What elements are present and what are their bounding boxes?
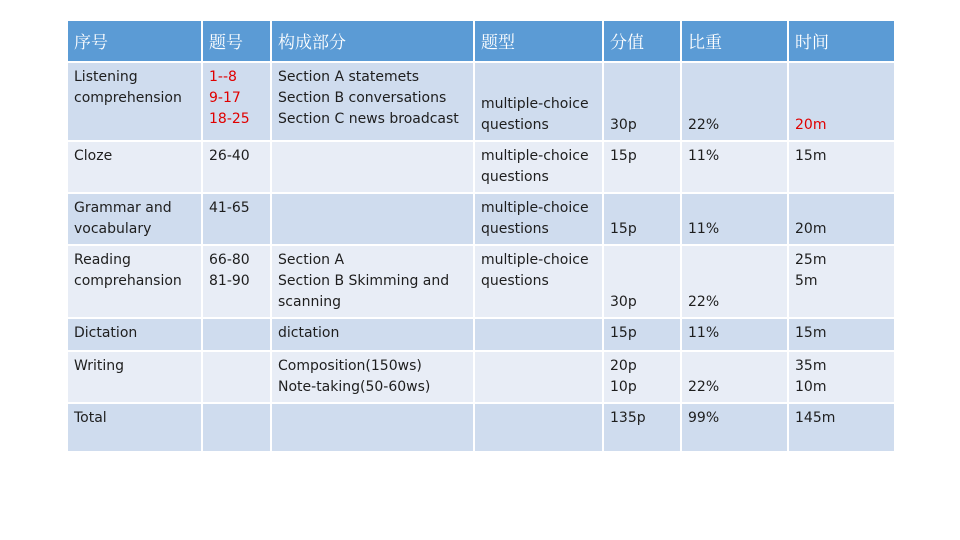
cell-line: 22%	[688, 117, 720, 133]
cell-line: 145m	[795, 410, 836, 426]
components-cell	[272, 246, 473, 317]
components-cell	[272, 194, 473, 244]
cell-line: 10m	[795, 379, 827, 395]
components-cell	[272, 63, 473, 140]
cell-line: multiple-choice	[481, 148, 589, 164]
cell-line: Section C news broadcast	[278, 111, 459, 127]
cell-line: 81-90	[209, 273, 250, 289]
score-cell	[604, 352, 680, 402]
cell-line: 30p	[610, 117, 637, 133]
score-cell	[604, 319, 680, 350]
table-row	[68, 404, 894, 451]
weight-cell	[682, 142, 787, 192]
question-type-cell	[475, 142, 602, 192]
cell-line: 99%	[688, 410, 720, 426]
question-numbers-cell	[203, 63, 270, 140]
table-row	[68, 319, 894, 350]
header-score: 分值	[604, 21, 680, 61]
table-row	[68, 194, 894, 244]
question-numbers-cell	[203, 142, 270, 192]
cell-line: 5m	[795, 273, 818, 289]
question-type-cell	[475, 63, 602, 140]
table-row	[68, 63, 894, 140]
section-name-cell: Cloze	[68, 142, 201, 192]
weight-cell	[682, 319, 787, 350]
cell-line: 66-80	[209, 252, 250, 268]
components-cell	[272, 404, 473, 451]
cell-line: 20m	[795, 117, 827, 133]
cell-line: 10p	[610, 379, 637, 395]
cell-line: questions	[481, 169, 549, 185]
table-row	[68, 246, 894, 317]
cell-line: 9-17	[209, 90, 241, 106]
time-cell	[789, 246, 894, 317]
weight-cell	[682, 246, 787, 317]
time-cell	[789, 142, 894, 192]
question-type-cell	[475, 352, 602, 402]
question-type-cell	[475, 404, 602, 451]
cell-line: Note-taking(50-60ws)	[278, 379, 431, 395]
cell-line: 25m	[795, 252, 827, 268]
score-cell	[604, 63, 680, 140]
cell-line: questions	[481, 221, 549, 237]
cell-line: multiple-choice	[481, 96, 589, 112]
exam-structure-table	[66, 19, 896, 453]
section-name-cell: Listening comprehension	[68, 63, 201, 140]
score-cell	[604, 194, 680, 244]
time-cell	[789, 63, 894, 140]
cell-line: scanning	[278, 294, 341, 310]
cell-line: 1--8	[209, 69, 237, 85]
weight-cell	[682, 194, 787, 244]
cell-line: Section A	[278, 252, 345, 268]
header-question-type: 题型	[475, 21, 602, 61]
cell-line: Section B conversations	[278, 90, 447, 106]
cell-line: Section A statemets	[278, 69, 419, 85]
cell-line: questions	[481, 273, 549, 289]
cell-line: 35m	[795, 358, 827, 374]
time-cell	[789, 194, 894, 244]
question-numbers-cell	[203, 194, 270, 244]
weight-cell	[682, 404, 787, 451]
section-name-cell: Dictation	[68, 319, 201, 350]
cell-line: 41-65	[209, 200, 250, 216]
header-row	[68, 21, 894, 61]
header-time: 时间	[789, 21, 894, 61]
cell-line: 15m	[795, 325, 827, 341]
header-weight: 比重	[682, 21, 787, 61]
table-body	[68, 63, 894, 451]
cell-line: 20m	[795, 221, 827, 237]
cell-line: dictation	[278, 325, 340, 341]
header-question-numbers: 题号	[203, 21, 270, 61]
question-numbers-cell	[203, 246, 270, 317]
question-numbers-cell	[203, 404, 270, 451]
cell-line: 30p	[610, 294, 637, 310]
time-cell	[789, 404, 894, 451]
time-cell	[789, 319, 894, 350]
cell-line: 22%	[688, 294, 720, 310]
cell-line: multiple-choice	[481, 252, 589, 268]
section-name-cell: Writing	[68, 352, 201, 402]
score-cell	[604, 404, 680, 451]
cell-line: 18-25	[209, 111, 250, 127]
cell-line: Section B Skimming and	[278, 273, 450, 289]
weight-cell	[682, 63, 787, 140]
cell-line: 15p	[610, 148, 637, 164]
question-type-cell	[475, 319, 602, 350]
cell-line: 135p	[610, 410, 646, 426]
question-numbers-cell	[203, 352, 270, 402]
cell-line: Composition(150ws)	[278, 358, 422, 374]
question-type-cell	[475, 194, 602, 244]
components-cell	[272, 142, 473, 192]
question-numbers-cell	[203, 319, 270, 350]
table-row	[68, 142, 894, 192]
score-cell	[604, 246, 680, 317]
cell-line: questions	[481, 117, 549, 133]
table-row	[68, 352, 894, 402]
header-components: 构成部分	[272, 21, 473, 61]
header-index: 序号	[68, 21, 201, 61]
cell-line: 11%	[688, 221, 720, 237]
cell-line: 20p	[610, 358, 637, 374]
cell-line: 26-40	[209, 148, 250, 164]
cell-line: 15p	[610, 221, 637, 237]
weight-cell	[682, 352, 787, 402]
time-cell	[789, 352, 894, 402]
section-name-cell: Grammar and vocabulary	[68, 194, 201, 244]
section-name-cell: Total	[68, 404, 201, 451]
cell-line: 11%	[688, 325, 720, 341]
components-cell	[272, 352, 473, 402]
cell-line: 15m	[795, 148, 827, 164]
cell-line: 22%	[688, 379, 720, 395]
cell-line: 15p	[610, 325, 637, 341]
cell-line: multiple-choice	[481, 200, 589, 216]
question-type-cell	[475, 246, 602, 317]
components-cell	[272, 319, 473, 350]
section-name-cell: Reading comprehansion	[68, 246, 201, 317]
score-cell	[604, 142, 680, 192]
cell-line: 11%	[688, 148, 720, 164]
